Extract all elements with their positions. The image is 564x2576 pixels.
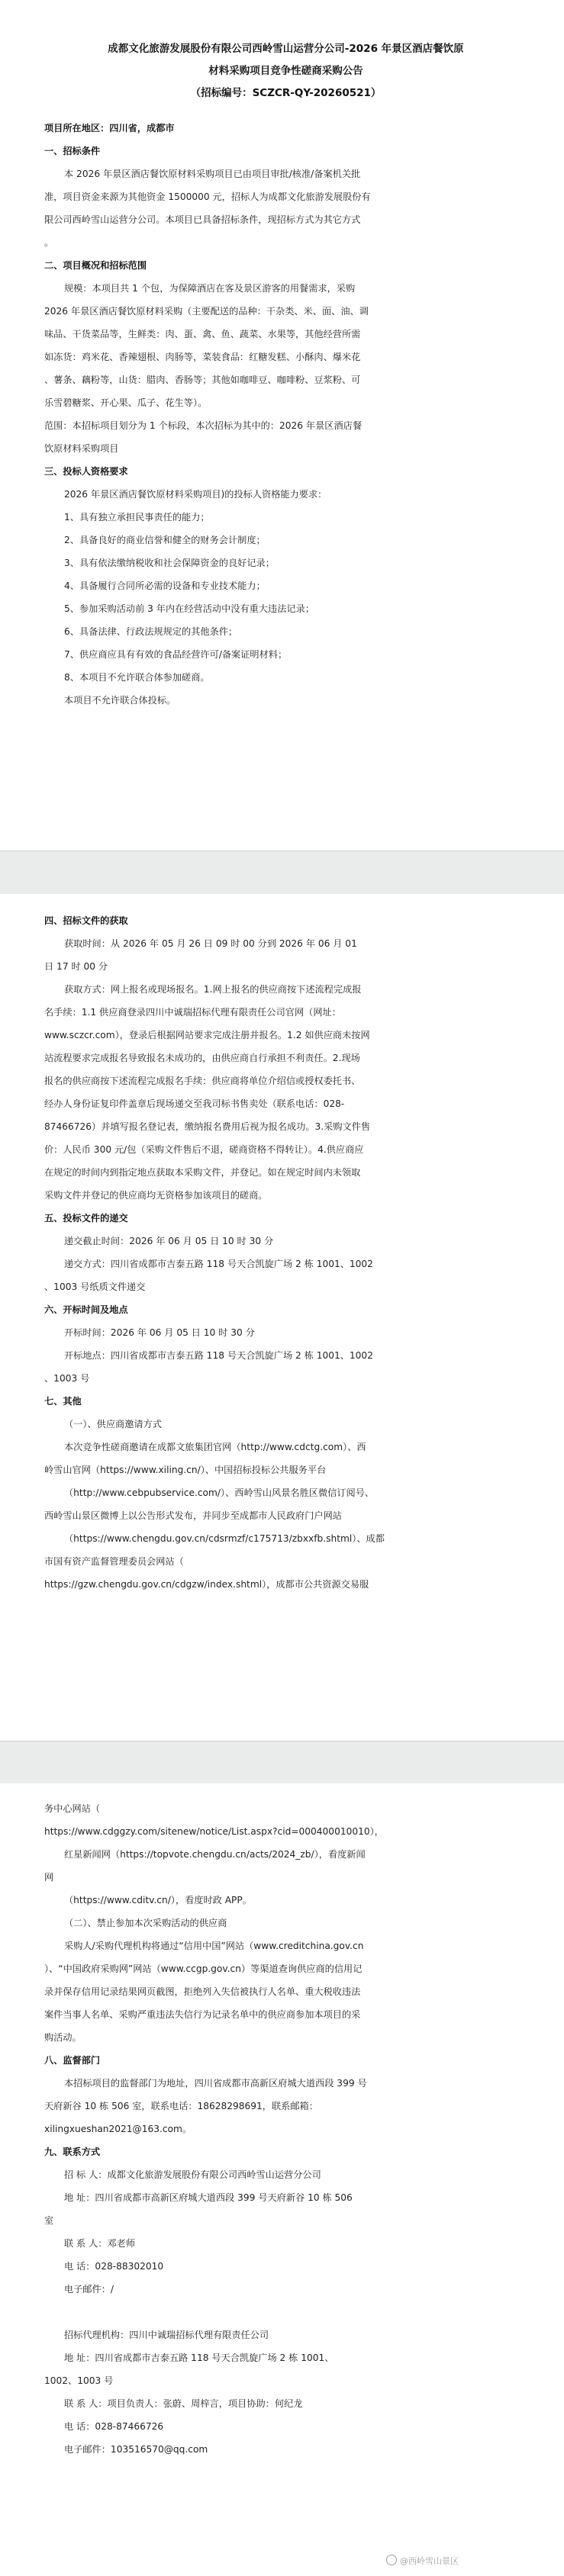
section-4-text: 采购文件并登记的供应商均无资格参加该项目的磋商。 bbox=[44, 1190, 268, 1201]
section-7-text: 西岭雪山景区微博上以公告形式发布，并同步至成都市人民政府门户网站 bbox=[44, 1510, 342, 1521]
qualification-item: 1、具有独立承担民事责任的能力； bbox=[64, 512, 210, 523]
section-1-text: 准，项目资金来源为其他资金 1500000 元，招标人为成都文化旅游发展股份有 bbox=[44, 191, 371, 202]
section-7-text: 市国有资产监督管理委员会网站（ bbox=[44, 1556, 184, 1567]
section-2-text: 2026 年景区酒店餐饮原材料采购（主要配送的品种：干杂类、米、面、油、调 bbox=[44, 306, 369, 317]
section-7-text: https://gzw.chengdu.gov.cn/cdgzw/index.shtml），成都市公共资源交易服 bbox=[44, 1579, 369, 1590]
section-7-text: 案件当事人名单、采购严重违法失信行为记录名单中的供应商参加本项目的采 bbox=[44, 2009, 361, 2020]
section-6-text: 、1003 号 bbox=[44, 1373, 90, 1384]
section-1-heading: 一、招标条件 bbox=[44, 146, 101, 156]
qualification-item: 8、本项目不允许联合体参加磋商。 bbox=[64, 672, 210, 683]
qualification-item: 5、参加采购活动前 3 年内在经营活动中没有重大违法记录； bbox=[64, 603, 314, 614]
section-4-text: 获取方式：网上报名或现场报名。1.网上报名的供应商按下述流程完成报 bbox=[64, 984, 362, 995]
section-5-text: 递交方式：四川省成都市吉泰五路 118 号天合凯旋广场 2 栋 1001、1002 bbox=[64, 1259, 373, 1269]
section-4-text: 站流程要求完成报名导致报名未成功的，由供应商自行承担不利责任。2.现场 bbox=[44, 1053, 360, 1063]
qualification-item: 7、供应商应具有有效的食品经营许可/备案证明材料； bbox=[64, 649, 288, 660]
page-separator bbox=[0, 851, 564, 894]
weibo-watermark bbox=[386, 2555, 459, 2567]
section-6-heading: 六、开标时间及地点 bbox=[44, 1304, 128, 1315]
section-7-subheading: （一）、供应商邀请方式 bbox=[64, 1419, 162, 1430]
document-page-1 bbox=[0, 0, 564, 851]
section-2-heading: 二、项目概况和招标范围 bbox=[44, 260, 147, 271]
announcement-title-line-1: 成都文化旅游发展股份有限公司西岭雪山运营分公司-2026 年景区酒店餐饮原 bbox=[108, 43, 464, 55]
section-7-text: （https://www.cditv.cn/），看度时政 APP。 bbox=[64, 1895, 252, 1905]
section-8-text: xilingxueshan2021@163.com。 bbox=[44, 2124, 192, 2134]
section-8-text: 天府新谷 10 栋 506 室，联系电话：18628298691，联系邮箱： bbox=[44, 2101, 318, 2111]
section-7-text: 本次竞争性磋商邀请在成都文旅集团官网（http://www.cdctg.com）、西 bbox=[64, 1442, 366, 1452]
section-7-text: 录并保存信用记录结果网页截图，拒绝列入失信被执行人名单、重大税收违法 bbox=[44, 1986, 361, 1997]
section-7-subheading: （二）、禁止参加本次采购活动的供应商 bbox=[64, 1918, 227, 1928]
section-7-text: 岭雪山官网（https://www.xiling.cn/）、中国招标投标公共服务平台 bbox=[44, 1465, 327, 1475]
section-3-intro: 2026 年景区酒店餐饮原材料采购项目)的投标人资格能力要求： bbox=[64, 489, 327, 500]
qualification-item: 3、具有依法缴纳税收和社会保障资金的良好记录； bbox=[64, 558, 275, 568]
section-3-heading: 三、投标人资格要求 bbox=[44, 466, 128, 477]
section-2-text: 如冻货：鸡米花、香辣翅根、肉肠等，菜装食品：红糖发糕、小酥肉、爆米花 bbox=[44, 352, 361, 362]
section-7-text: 购活动。 bbox=[44, 2032, 82, 2043]
section-1-text: 本 2026 年景区酒店餐饮原材料采购项目已由项目审批/核准/备案机关批 bbox=[64, 169, 361, 179]
section-2-text: 饮原材料采购项目 bbox=[44, 443, 119, 454]
document-page-2 bbox=[0, 894, 564, 1741]
section-8-heading: 八、监督部门 bbox=[44, 2055, 101, 2066]
agency-name: 招标代理机构：四川中诚瑞招标代理有限责任公司 bbox=[64, 2330, 269, 2340]
page-separator bbox=[0, 1741, 564, 1783]
section-7-heading: 七、其他 bbox=[44, 1396, 82, 1407]
section-7-text: 红星新闻网（https://topvote.chengdu.cn/acts/2024_zb/），看度新闻 bbox=[64, 1849, 366, 1860]
section-4-text: 在规定的时间内到指定地点获取本采购文件，并登记。如在规定时间内未领取 bbox=[44, 1167, 361, 1178]
section-7-text: 网 bbox=[44, 1872, 54, 1883]
agency-email: 电子邮件：103516570@qq.com bbox=[64, 2444, 208, 2455]
section-2-text: 味品、干货菜品等，生鲜类：肉、蛋、禽、鱼、蔬菜、水果等，其他经营所需 bbox=[44, 329, 361, 339]
section-3-closing: 本项目不允许联合体投标。 bbox=[64, 695, 176, 706]
section-4-text: 日 17 时 00 分 bbox=[44, 961, 108, 972]
agency-contact: 联 系 人：项目负责人：张蔚、周梓言，项目协助：何纪龙 bbox=[64, 2398, 303, 2409]
tenderer-contact: 联 系 人：邓老师 bbox=[64, 2238, 136, 2249]
section-4-text: 价：人民币 300 元/包（采购文件售后不退，磋商资格不得转让）。4.供应商应 bbox=[44, 1144, 364, 1155]
weibo-logo-icon bbox=[386, 2555, 397, 2565]
tenderer-address: 地 址：四川省成都市高新区府城大道西段 399 号天府新谷 10 栋 506 bbox=[64, 2192, 353, 2203]
tenderer-email: 电子邮件：/ bbox=[64, 2284, 114, 2295]
section-7-text: https://www.cdggzy.com/sitenew/notice/List.aspx?cid=000400010010）， bbox=[44, 1826, 384, 1837]
section-8-text: 本招标项目的监督部门为地址，四川省成都市高新区府城大道西段 399 号 bbox=[64, 2078, 367, 2089]
section-5-text: 递交截止时间：2026 年 06 月 05 日 10 时 30 分 bbox=[64, 1236, 274, 1246]
section-4-text: 87466726）并填写报名登记表，缴纳报名费用后视为报名成功。3.采购文件售 bbox=[44, 1121, 371, 1132]
project-location: 项目所在地区：四川省，成都市 bbox=[44, 123, 175, 133]
section-6-text: 开标地点：四川省成都市吉泰五路 118 号天合凯旋广场 2 栋 1001、1002 bbox=[64, 1350, 373, 1361]
section-5-text: 、1003 号纸质文件递交 bbox=[44, 1282, 146, 1292]
section-4-text: 报名的供应商按下述流程完成报名手续：供应商将单位介绍信或授权委托书、 bbox=[44, 1076, 361, 1086]
section-7-text: 采购人/采购代理机构将通过“信用中国”网站（www.creditchina.gov.cn bbox=[64, 1941, 364, 1951]
section-5-heading: 五、投标文件的递交 bbox=[44, 1213, 128, 1224]
tenderer-name: 招 标 人：成都文化旅游发展股份有限公司西岭雪山运营分公司 bbox=[64, 2169, 321, 2180]
section-4-text: 名手续：1.1 供应商登录四川中诚瑞招标代理有限责任公司官网（网址： bbox=[44, 1007, 341, 1018]
announcement-title-line-2: 材料采购项目竞争性磋商采购公告 bbox=[208, 65, 363, 77]
section-7-text: 务中心网站（ bbox=[44, 1803, 101, 1814]
section-2-text: 规模：本项目共 1 个包，为保障酒店在客及景区游客的用餐需求，采购 bbox=[64, 283, 356, 294]
section-4-text: 获取时间：从 2026 年 05 月 26 日 09 时 00 分到 2026 年 06 月 01 bbox=[64, 938, 357, 949]
tenderer-phone: 电 话：028-88302010 bbox=[64, 2261, 164, 2272]
qualification-item: 2、具备良好的商业信誉和健全的财务会计制度； bbox=[64, 535, 266, 545]
section-6-text: 开标时间：2026 年 06 月 05 日 10 时 30 分 bbox=[64, 1327, 255, 1338]
agency-address: 地 址：四川省成都市吉泰五路 118 号天合凯旋广场 2 栋 1001、 bbox=[64, 2352, 334, 2363]
section-7-text: （http://www.cebpubservice.com/）、西岭雪山风景名胜区微信订阅号、 bbox=[64, 1487, 375, 1498]
agency-address: 1002、1003 号 bbox=[44, 2375, 114, 2386]
qualification-item: 4、具备履行合同所必需的设备和专业技术能力； bbox=[64, 580, 266, 591]
tenderer-address: 室 bbox=[44, 2215, 54, 2226]
page-2-content bbox=[44, 909, 527, 1596]
section-1-text: 限公司西岭雪山运营分公司。本项目已具备招标条件，现招标方式为其它方式 bbox=[44, 214, 361, 225]
section-2-text: 范围：本招标项目划分为 1 个标段，本次招标为其中的：2026 年景区酒店餐 bbox=[44, 420, 363, 431]
section-9-heading: 九、联系方式 bbox=[44, 2147, 101, 2157]
section-7-text: （https://www.chengdu.gov.cn/cdsrmzf/c175713/zbxxfb.shtml）、成都 bbox=[64, 1533, 385, 1544]
watermark-text: @西岭雪山景区 bbox=[400, 2556, 459, 2566]
agency-phone: 电 话：028-87466726 bbox=[64, 2421, 164, 2432]
section-2-text: 乐雪碧糖浆、开心果、瓜子、花生等）。 bbox=[44, 397, 208, 408]
document-page-3 bbox=[0, 1783, 564, 2576]
section-1-text: 。 bbox=[44, 237, 54, 248]
page-1-content bbox=[44, 38, 527, 712]
qualification-item: 6、具备法律、行政法规规定的其他条件； bbox=[64, 626, 238, 637]
section-7-text: ）、“中国政府采购网”网站（www.ccgp.gov.cn）等渠道查询供应商的信用记 bbox=[44, 1963, 363, 1974]
section-2-text: 、薯条、藕粉等，山货：腊肉、香肠等；其他如咖啡豆、咖啡粉、豆浆粉、可 bbox=[44, 375, 361, 385]
tender-number: （招标编号：SCZCR-QY-20260521） bbox=[190, 87, 382, 99]
section-4-text: www.sczcr.com），登录后根据网站要求完成注册并报名。1.2 如供应商未按网 bbox=[44, 1030, 370, 1040]
section-4-heading: 四、招标文件的获取 bbox=[44, 915, 128, 926]
page-3-content bbox=[44, 1797, 527, 2461]
section-4-text: 经办人身份证复印件盖章后现场递交至我司标书售卖处（联系电话：028- bbox=[44, 1098, 345, 1109]
